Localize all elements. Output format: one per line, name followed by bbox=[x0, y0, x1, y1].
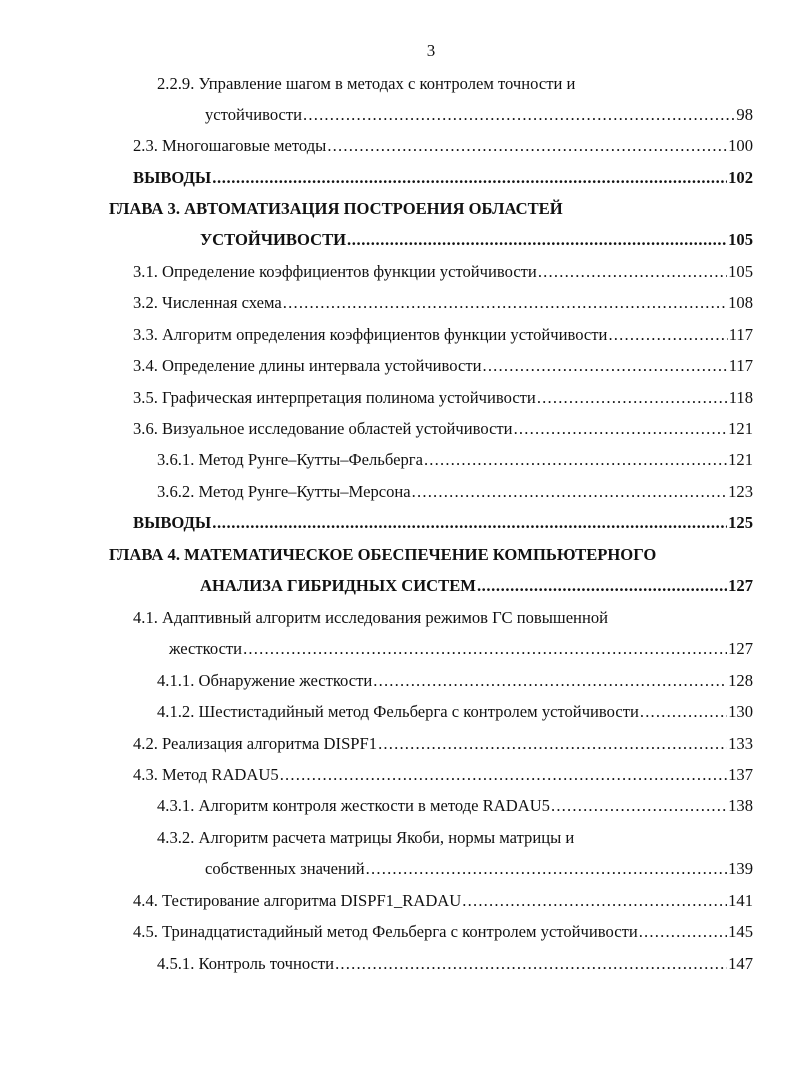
toc-entry-title: 4.3. Метод RADAU5 bbox=[133, 765, 279, 784]
toc-entry-title: собственных значений bbox=[205, 859, 365, 878]
dot-leader bbox=[212, 511, 727, 535]
toc-entry-3-6-1[interactable] bbox=[157, 448, 753, 472]
toc-entry-3-6-2[interactable] bbox=[157, 480, 753, 504]
toc-entry-2-3[interactable] bbox=[133, 134, 753, 158]
dot-leader bbox=[335, 952, 727, 976]
toc-entry-4-5-1[interactable] bbox=[157, 952, 753, 976]
toc-entry-title: ВЫВОДЫ bbox=[133, 513, 212, 532]
toc-entry-title: 4.3.2. Алгоритм расчета матрицы Якоби, нормы матрицы и bbox=[157, 828, 575, 847]
dot-leader bbox=[303, 103, 735, 127]
toc-entry-title: 4.5. Тринадцатистадийный метод Фельберга с контролем устойчивости bbox=[133, 922, 638, 941]
dot-leader bbox=[424, 448, 727, 472]
toc-entry-page: 128 bbox=[728, 671, 753, 690]
dot-leader bbox=[462, 889, 727, 913]
dot-leader bbox=[373, 669, 727, 693]
toc-chapter-3-line2[interactable] bbox=[200, 228, 753, 252]
toc-entry-page: 121 bbox=[728, 450, 753, 469]
dot-leader bbox=[477, 574, 727, 598]
dot-leader bbox=[538, 260, 727, 284]
toc-entry-page: 127 bbox=[728, 576, 753, 595]
toc-chapter-title: АНАЛИЗА ГИБРИДНЫХ СИСТЕМ bbox=[200, 576, 476, 595]
toc-entry-page: 105 bbox=[728, 230, 753, 249]
toc-entry-title: 4.1.2. Шестистадийный метод Фельберга с контролем устойчивости bbox=[157, 702, 639, 721]
toc-entry-title: 4.2. Реализация алгоритма DISPF1 bbox=[133, 734, 378, 753]
toc-entry-page: 130 bbox=[728, 702, 753, 721]
toc-entry-title: 3.6.2. Метод Рунге–Кутты–Мерсона bbox=[157, 482, 411, 501]
toc-entry-3-6[interactable] bbox=[133, 417, 753, 441]
toc-entry-page: 133 bbox=[728, 734, 753, 753]
dot-leader bbox=[243, 637, 727, 661]
toc-entry-title: 3.1. Определение коэффициентов функции устойчивости bbox=[133, 262, 537, 281]
dot-leader bbox=[327, 134, 727, 158]
toc-chapter-title: ГЛАВА 3. АВТОМАТИЗАЦИЯ ПОСТРОЕНИЯ ОБЛАСТЕЙ bbox=[109, 199, 563, 218]
toc-entry-3-5[interactable] bbox=[133, 386, 753, 410]
dot-leader bbox=[412, 480, 727, 504]
toc-entry-3-4[interactable] bbox=[133, 354, 753, 378]
toc-entry-page: 118 bbox=[728, 388, 753, 407]
dot-leader bbox=[514, 417, 728, 441]
toc-entry-4-3-1[interactable] bbox=[157, 794, 753, 818]
toc-entry-2-2-9-line1 bbox=[157, 72, 575, 96]
toc-entry-page: 123 bbox=[728, 482, 753, 501]
toc-chapter-3-line1 bbox=[109, 197, 563, 221]
toc-entry-page: 121 bbox=[728, 419, 753, 438]
toc-entry-3-1[interactable] bbox=[133, 260, 753, 284]
toc-chapter-4-line2[interactable] bbox=[200, 574, 753, 598]
toc-entry-title: 4.5.1. Контроль точности bbox=[157, 954, 335, 973]
page-number: 3 bbox=[426, 41, 436, 60]
toc-entry-title: 4.4. Тестирование алгоритма DISPF1_RADAU bbox=[133, 891, 462, 910]
dot-leader bbox=[639, 920, 727, 944]
toc-entry-page: 125 bbox=[728, 513, 753, 532]
toc-entry-4-1-1[interactable] bbox=[157, 669, 753, 693]
toc-entry-3-2[interactable] bbox=[133, 291, 753, 315]
toc-entry-title: 3.6. Визуальное исследование областей устойчивости bbox=[133, 419, 513, 438]
toc-chapter-4-line1 bbox=[109, 543, 656, 567]
toc-entry-page: 117 bbox=[728, 325, 753, 344]
toc-entry-title: устойчивости bbox=[205, 105, 303, 124]
toc-entry-4-1-line1 bbox=[133, 606, 608, 630]
toc-entry-4-3-2-line1 bbox=[157, 826, 574, 850]
dot-leader bbox=[283, 291, 727, 315]
toc-entry-title: ВЫВОДЫ bbox=[133, 168, 212, 187]
toc-entry-title: 4.1.1. Обнаружение жесткости bbox=[157, 671, 373, 690]
toc-entry-page: 137 bbox=[728, 765, 753, 784]
toc-entry-2-2-9-line2[interactable] bbox=[205, 103, 753, 127]
toc-entry-page: 145 bbox=[728, 922, 753, 941]
toc-entry-title: 2.3. Многошаговые методы bbox=[133, 136, 327, 155]
toc-chapter-title: УСТОЙЧИВОСТИ bbox=[200, 230, 347, 249]
toc-entry-title: 3.6.1. Метод Рунге–Кутты–Фельберга bbox=[157, 450, 423, 469]
dot-leader bbox=[347, 228, 727, 252]
dot-leader bbox=[366, 857, 727, 881]
toc-entry-4-4[interactable] bbox=[133, 889, 753, 913]
toc-entry-4-3-2-line2[interactable] bbox=[205, 857, 753, 881]
toc-entry-title: 2.2.9. Управление шагом в методах с контролем точности и bbox=[157, 74, 576, 93]
toc-entry-page: 102 bbox=[728, 168, 753, 187]
toc-entry-4-1-2[interactable] bbox=[157, 700, 753, 724]
toc-entry-page: 117 bbox=[728, 356, 753, 375]
toc-entry-title: 3.3. Алгоритм определения коэффициентов функции устойчивости bbox=[133, 325, 608, 344]
toc-entry-title: 3.2. Численная схема bbox=[133, 293, 282, 312]
toc-entry-page: 139 bbox=[728, 859, 753, 878]
toc-entry-conclusions-2[interactable] bbox=[133, 166, 753, 190]
toc-entry-page: 105 bbox=[728, 262, 753, 281]
dot-leader bbox=[537, 386, 728, 410]
toc-entry-page: 100 bbox=[728, 136, 753, 155]
toc-entry-page: 147 bbox=[728, 954, 753, 973]
toc-entry-4-5[interactable] bbox=[133, 920, 753, 944]
toc-entry-title: 4.1. Адаптивный алгоритм исследования режимов ГС повышенной bbox=[133, 608, 608, 627]
dot-leader bbox=[212, 166, 727, 190]
dot-leader bbox=[608, 323, 727, 347]
toc-entry-4-1-line2[interactable] bbox=[169, 637, 753, 661]
dot-leader bbox=[280, 763, 727, 787]
toc-entry-title: 3.5. Графическая интерпретация полинома устойчивости bbox=[133, 388, 536, 407]
toc-entry-page: 108 bbox=[728, 293, 753, 312]
dot-leader bbox=[378, 732, 727, 756]
dot-leader bbox=[482, 354, 727, 378]
toc-entry-4-3[interactable] bbox=[133, 763, 753, 787]
toc-entry-title: 4.3.1. Алгоритм контроля жесткости в методе RADAU5 bbox=[157, 796, 550, 815]
toc-entry-page: 138 bbox=[728, 796, 753, 815]
toc-entry-page: 127 bbox=[728, 639, 753, 658]
toc-entry-title: жесткости bbox=[169, 639, 243, 658]
dot-leader bbox=[551, 794, 727, 818]
toc-entry-title: 3.4. Определение длины интервала устойчивости bbox=[133, 356, 482, 375]
toc-entry-page: 98 bbox=[736, 105, 753, 124]
toc-entry-conclusions-3[interactable] bbox=[133, 511, 753, 535]
toc-chapter-title: ГЛАВА 4. МАТЕМАТИЧЕСКОЕ ОБЕСПЕЧЕНИЕ КОМПЬЮТЕРНОГО bbox=[109, 545, 657, 564]
dot-leader bbox=[640, 700, 727, 724]
toc-entry-page: 141 bbox=[728, 891, 753, 910]
toc-entry-3-3[interactable] bbox=[133, 323, 753, 347]
toc-entry-4-2[interactable] bbox=[133, 732, 753, 756]
